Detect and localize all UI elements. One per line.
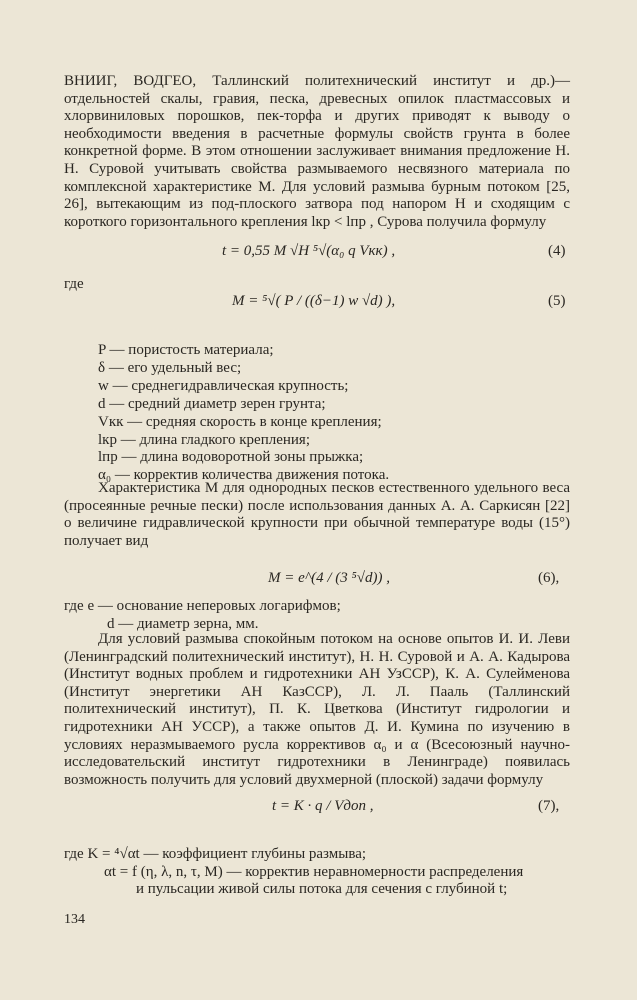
- equation-7-number: (7),: [538, 798, 560, 814]
- where-label-1: где: [64, 276, 84, 292]
- definition-item: Vкк — средняя скорость в конце крепления;: [98, 413, 382, 430]
- equation-6: M = e^(4 / (3 ⁵√d)) ,: [268, 570, 390, 586]
- page-number: 134: [64, 912, 85, 927]
- where-2-line: d — диаметр зерна, мм.: [107, 615, 259, 632]
- definition-item: d — средний диаметр зерен грунта;: [98, 395, 326, 412]
- where-3-line: и пульсации живой силы потока для сечения с глубиной t;: [136, 881, 508, 898]
- definition-item: lкр — длина гладкого крепления;: [98, 431, 310, 448]
- equation-4-number: (4): [548, 243, 566, 259]
- equation-4: t = 0,55 M √H ⁵√(α₀ q Vкк) ,: [222, 243, 396, 259]
- where-block-3: [64, 846, 523, 899]
- paragraph-1: ВНИИГ, ВОДГЕО, Таллинский политехнический институт и др.)—отдельностей скалы, гравия, песка, древесных опилок пластмассовых и хлорвиниловых порошков, пек-торфа и других приводят к выводу о необходимости введения в расчетные формулы свойств грунта в более конкретной форме. В этом отношении заслуживает внимания предложение Н. Н. Суровой учитывать свойства размываемого несвязного материала по комплексной характеристике M. Для условий размыва бурным потоком [25, 26], вытекающим из под-плоского затвора под напором H и сходящим с короткого горизонтального крепления lкр < lпр , Сурова получила формулу: [64, 73, 570, 230]
- definition-item: w — среднегидравлическая крупность;: [98, 377, 349, 394]
- equation-5-number: (5): [548, 293, 566, 309]
- where-3-line: αt = f (η, λ, n, τ, M) — корректив неравномерности распределения: [104, 863, 524, 880]
- definition-item: α₀ — корректив количества движения потока.: [98, 467, 390, 484]
- where-3-line: где K = ⁴√αt — коэффициент глубины размыва;: [64, 846, 367, 862]
- paragraph-3: Для условий размыва спокойным потоком на основе опытов И. И. Леви (Ленинградский политехнический институт), Н. Н. Суровой и А. А. Кадырова (Институт водных проблем и гидротехники АН УзССР), К. А. Сулейменова (Институт энергетики АН КазССР), Л. Л. Пааль (Таллинский политехнический институт), П. К. Цветкова (Институт гидрологии и гидротехники АН УССР), а также опытов Д. И. Кумина по изучению в условиях неразмываемого русла коррективов α₀ и α (Всесоюзный научно-исследовательский институт гидротехники в Ленинграде) появилась возможность получить для условий двухмерной (плоской) задачи формулу: [64, 631, 570, 788]
- where-2-line: где e — основание неперовых логарифмов;: [64, 598, 341, 614]
- definitions-list: [98, 342, 389, 485]
- definition-item: δ — его удельный вес;: [98, 359, 242, 376]
- definition-item: P — пористость материала;: [98, 342, 274, 358]
- paragraph-2: Характеристика M для однородных песков естественного удельного веса (просеянные речные пески) после использования данных А. А. Саркисян [22] о величине гидравлической крупности при обычной температуре воды (15°) получает вид: [64, 480, 570, 549]
- equation-7: t = K · q / Vдоп ,: [272, 798, 374, 814]
- equation-5: M = ⁵√( P / ((δ−1) w √d) ),: [232, 293, 396, 309]
- definition-item: lпр — длина водоворотной зоны прыжка;: [98, 449, 364, 466]
- equation-6-number: (6),: [538, 570, 560, 586]
- where-block-2: [64, 598, 341, 633]
